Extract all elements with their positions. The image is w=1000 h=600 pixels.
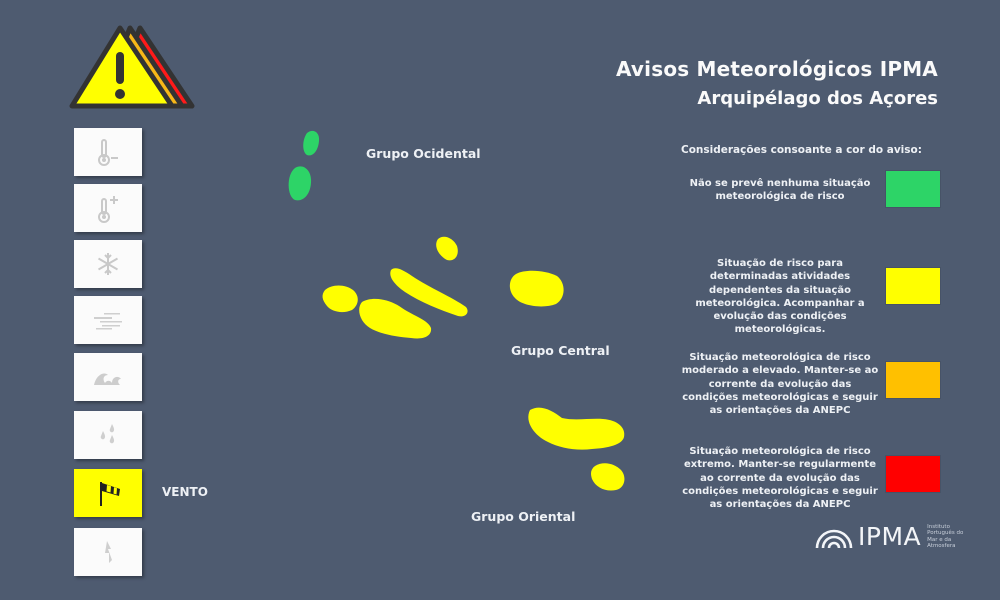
island-flores	[289, 166, 311, 200]
group-label-oriental: Grupo Oriental	[471, 509, 576, 524]
group-label-central: Grupo Central	[511, 343, 610, 358]
legend-text-green: Não se prevê nenhuma situação meteorológica de risco	[689, 178, 871, 203]
island-corvo	[303, 131, 319, 156]
island-pico	[359, 299, 431, 339]
legend-swatch-yellow	[886, 268, 940, 304]
legend-swatch-green	[886, 171, 940, 207]
island-group-oriental[interactable]	[528, 408, 624, 491]
active-category-label: VENTO	[162, 485, 208, 499]
island-graciosa	[436, 237, 458, 261]
ipma-subtext: Instituto Português do Mar e da Atmosfera	[927, 523, 964, 549]
ipma-logo	[814, 522, 965, 551]
legend-swatch-orange	[886, 362, 940, 398]
page-subtitle: Arquipélago dos Açores	[697, 88, 938, 109]
island-faial	[323, 286, 358, 313]
island-group-ocidental[interactable]	[289, 131, 319, 201]
ipma-arcs-icon	[814, 526, 854, 548]
group-label-ocidental: Grupo Ocidental	[366, 146, 481, 161]
page-title: Avisos Meteorológicos IPMA	[615, 57, 938, 81]
island-santa-maria	[591, 463, 624, 490]
legend-heading: Considerações consoante a cor do aviso:	[681, 144, 922, 156]
ipma-wordmark: IPMA	[858, 522, 922, 551]
island-sao-miguel	[528, 408, 624, 450]
legend-text-red: Situação meteorológica de risco extremo. Manter-se regularmente ao corrente da evolução das condições meteorológicas e seguir as orientações da ANEPC	[682, 446, 878, 511]
legend-text-orange: Situação meteorológica de risco moderado a elevado. Manter-se ao corrente da evolução das condições meteorológicas e seguir as orientações da ANEPC	[681, 352, 879, 417]
island-group-central[interactable]	[323, 237, 564, 339]
legend-text-yellow: Situação de risco para determinadas atividades dependentes da situação meteorológica. Acompanhar a evolução das condições meteorológicas.	[695, 258, 865, 336]
island-terceira	[510, 271, 564, 307]
legend-swatch-red	[886, 456, 940, 492]
